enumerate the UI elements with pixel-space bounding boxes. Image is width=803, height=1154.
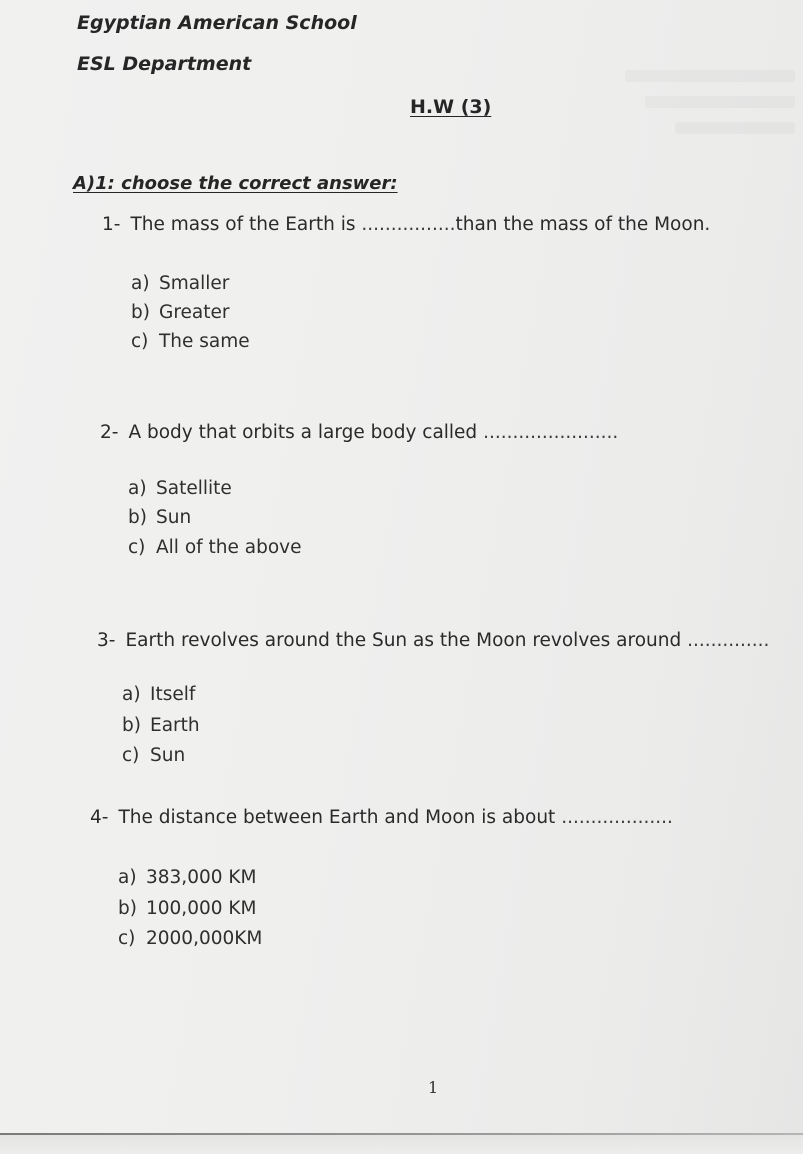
question-number: 4- — [90, 807, 109, 828]
option-a — [131, 273, 229, 294]
option-text: Sun — [156, 507, 192, 528]
option-text: Satellite — [156, 478, 232, 499]
homework-title: H.W (3) — [410, 96, 492, 118]
question-3 — [97, 630, 769, 651]
option-text: Itself — [150, 684, 196, 705]
question-number: 2- — [100, 422, 119, 443]
option-letter: b) — [131, 302, 150, 323]
option-letter: c) — [122, 745, 140, 766]
option-letter: a) — [131, 273, 150, 294]
option-a — [118, 867, 256, 888]
option-c — [128, 537, 302, 558]
option-c — [118, 928, 262, 949]
question-1 — [102, 214, 710, 235]
option-c — [131, 331, 250, 352]
option-text: Earth — [150, 715, 200, 736]
option-letter: a) — [128, 478, 147, 499]
option-letter: b) — [128, 507, 147, 528]
option-letter: a) — [122, 684, 141, 705]
question-text: Earth revolves around the Sun as the Moon revolves around — [125, 630, 688, 651]
school-name: Egyptian American School — [77, 12, 357, 34]
option-a — [128, 478, 232, 499]
department-name: ESL Department — [77, 53, 252, 75]
option-letter: c) — [118, 928, 136, 949]
surface-below-paper — [0, 1135, 803, 1154]
option-text: Sun — [150, 745, 186, 766]
answer-blank: ................... — [561, 807, 673, 828]
option-text: 383,000 KM — [146, 867, 257, 888]
section-title: A)1: choose the correct answer: — [73, 173, 398, 194]
bleed-through-shadow — [625, 70, 795, 82]
option-letter: b) — [118, 898, 137, 919]
option-letter: b) — [122, 715, 141, 736]
option-text: The same — [159, 331, 250, 352]
option-b — [131, 302, 230, 323]
option-text: Smaller — [159, 273, 230, 294]
option-text: Greater — [159, 302, 230, 323]
option-text: All of the above — [156, 537, 302, 558]
question-text: than the mass of the Moon. — [455, 214, 711, 235]
answer-blank: ................ — [361, 214, 456, 235]
question-text: A body that orbits a large body called — [128, 422, 484, 443]
question-number: 3- — [97, 630, 116, 651]
question-text: The distance between Earth and Moon is about — [118, 807, 562, 828]
question-text: The mass of the Earth is — [130, 214, 362, 235]
option-letter: c) — [131, 331, 149, 352]
option-text: 100,000 KM — [146, 898, 257, 919]
answer-blank: .............. — [687, 630, 770, 651]
option-letter: a) — [118, 867, 137, 888]
question-number: 1- — [102, 214, 121, 235]
question-2 — [100, 422, 618, 443]
option-c — [122, 745, 185, 766]
answer-blank: ....................... — [483, 422, 619, 443]
option-letter: c) — [128, 537, 146, 558]
bleed-through-shadow — [675, 122, 795, 134]
bleed-through-shadow — [645, 96, 795, 108]
question-4 — [90, 807, 673, 828]
page-number: 1 — [428, 1078, 439, 1097]
option-a — [122, 684, 195, 705]
option-b — [122, 715, 200, 736]
option-b — [118, 898, 256, 919]
option-text: 2000,000KM — [146, 928, 263, 949]
option-b — [128, 507, 191, 528]
